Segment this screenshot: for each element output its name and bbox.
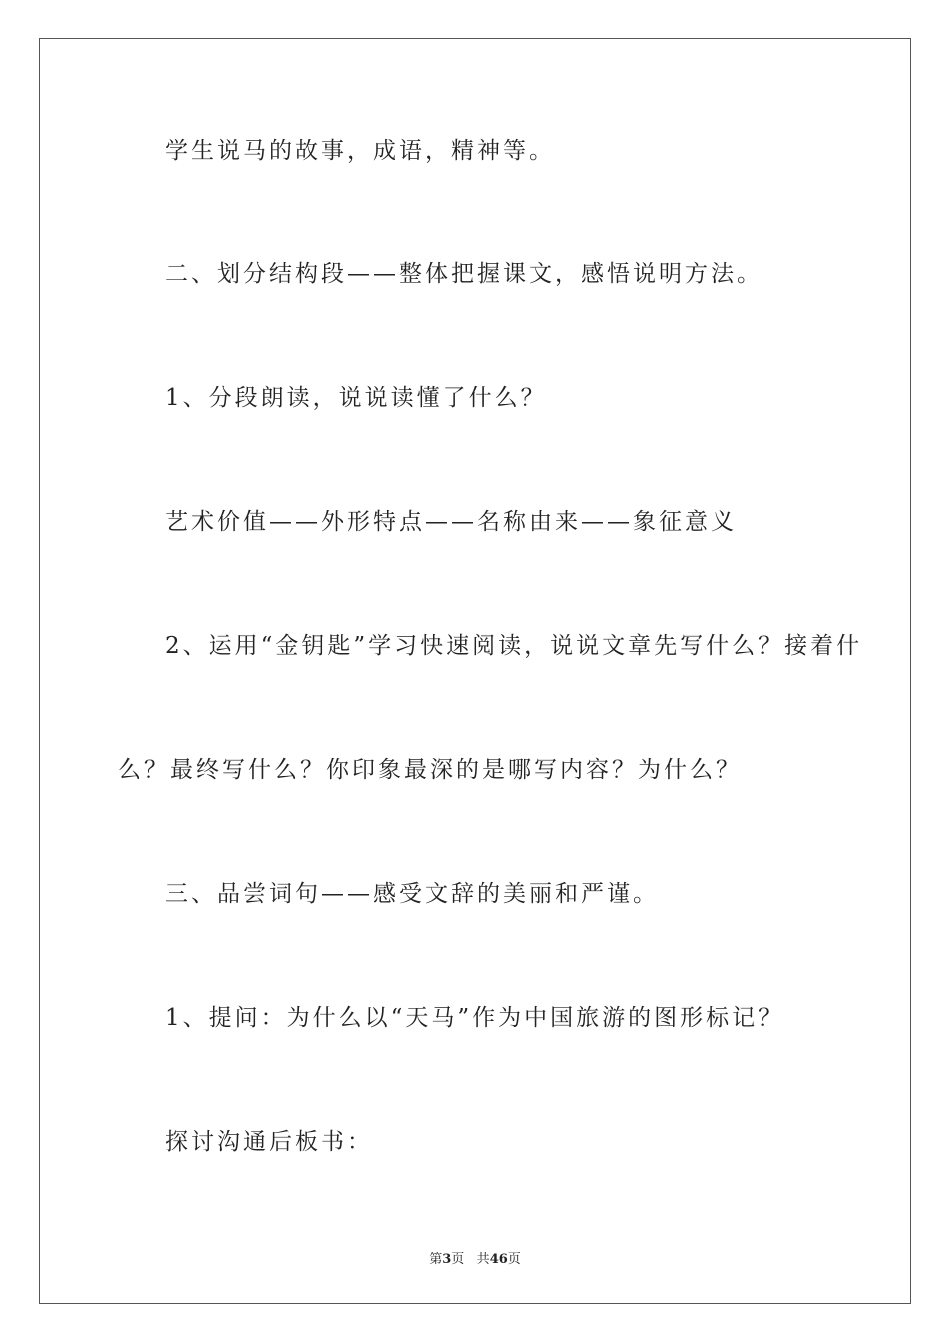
paragraph-8: 1、提问：为什么以“天马”作为中国旅游的图形标记？ [165, 1005, 785, 1031]
footer-page-number: 3 [442, 1252, 452, 1267]
paragraph-3: 1、分段朗读，说说读懂了什么？ [165, 385, 547, 411]
paragraph-1: 学生说马的故事，成语，精神等。 [165, 138, 555, 164]
section-heading-2: 二、划分结构段——整体把握课文，感悟说明方法。 [165, 261, 763, 287]
footer-total-prefix: 共 [476, 1252, 490, 1267]
page-border [39, 38, 911, 1304]
footer-total-pages: 46 [489, 1252, 508, 1267]
footer-total-suffix: 页 [507, 1252, 521, 1267]
paragraph-5-line-1: 2、运用“金钥匙”学习快速阅读，说说文章先写什么？接着什 [165, 633, 863, 659]
footer-page-prefix: 第 [429, 1252, 443, 1267]
paragraph-9: 探讨沟通后板书： [165, 1129, 373, 1155]
paragraph-4: 艺术价值——外形特点——名称由来——象征意义 [165, 509, 737, 535]
page-footer [0, 1248, 950, 1267]
footer-page-suffix: 页 [451, 1252, 465, 1267]
paragraph-5-line-2: 么？最终写什么？你印象最深的是哪写内容？为什么？ [118, 757, 742, 783]
section-heading-3: 三、品尝词句——感受文辞的美丽和严谨。 [165, 881, 659, 907]
